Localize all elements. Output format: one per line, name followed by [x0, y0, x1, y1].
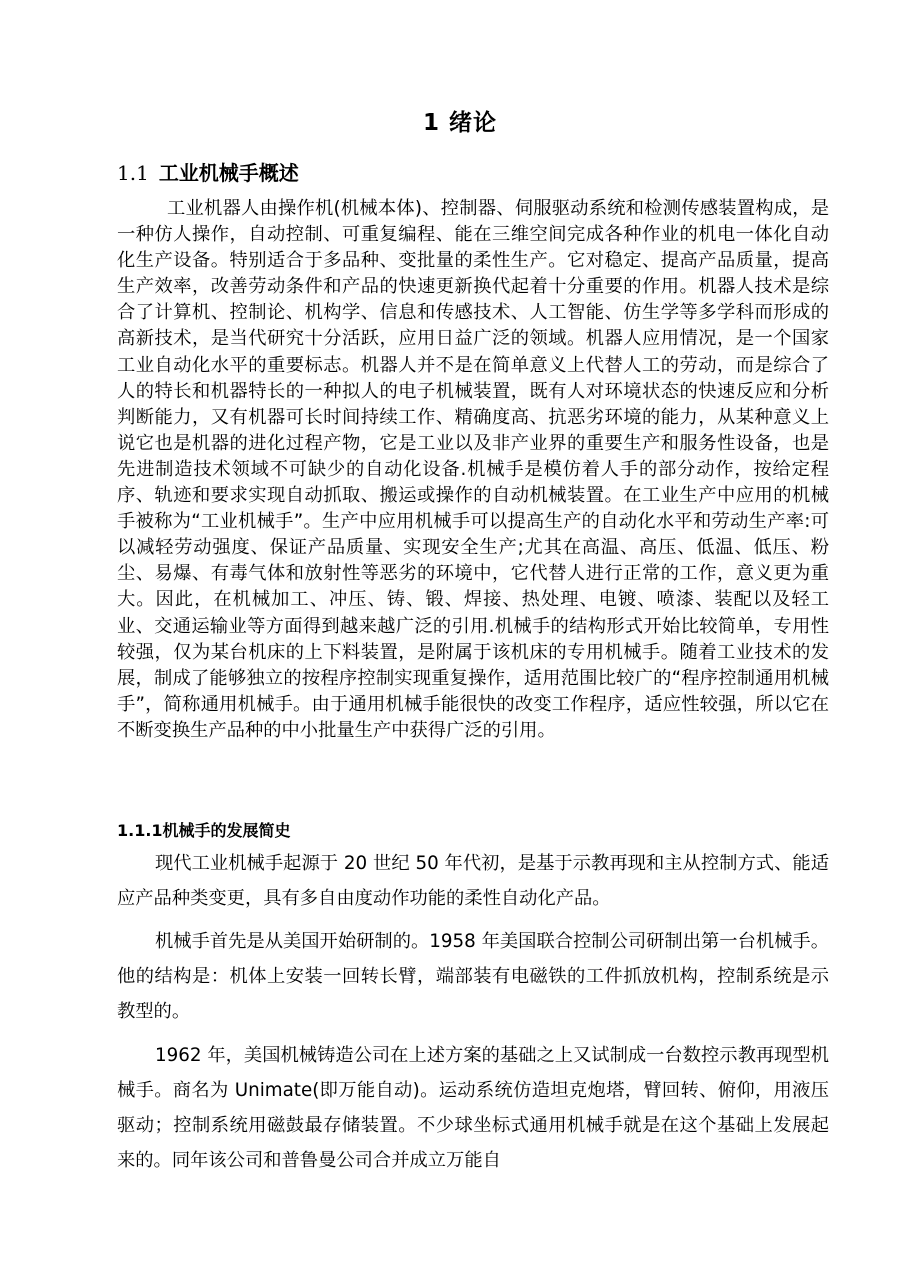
section-title: 工业机械手概述 [158, 161, 299, 185]
subsection-title: 1.1.1机械手的发展简史 [117, 821, 291, 840]
section-heading [117, 157, 299, 186]
paragraph-first-robot: 机械手首先是从美国开始研制的。1958 年美国联合控制公司研制出第一台机械手。他的结构是：机体上安装一回转长臂，端部装有电磁铁的工件抓放机构，控制系统是示教型的。 [117, 931, 829, 1022]
paragraph-unimate: 1962 年，美国机械铸造公司在上述方案的基础之上又试制成一台数控示教再现型机械手。商名为 Unimate(即万能自动)。运动系统仿造坦克炮塔，臂回转、俯仰，用液压驱动；控制系统用磁鼓最存储装置。不少球坐标式通用机械手就是在这个基础上发展起来的。同年该公司和普鲁曼公司合并成立万能自 [117, 1045, 829, 1171]
section-number: 1.1 [117, 161, 149, 185]
section-body-paragraph: 工业机器人由操作机(机械本体)、控制器、伺服驱动系统和检测传感装置构成，是一种仿人操作，自动控制、可重复编程、能在三维空间完成各种作业的机电一体化自动化生产设备。特别适合于多品种、变批量的柔性生产。它对稳定、提高产品质量，提高生产效率，改善劳动条件和产品的快速更新换代起着十分重要的作用。机器人技术是综合了计算机、控制论、机构学、信息和传感技术、人工智能、仿生学等多学科而形成的高新技术，是当代研究十分活跃，应用日益广泛的领域。机器人应用情况，是一个国家工业自动化水平的重要标志。机器人并不是在简单意义上代替人工的劳动，而是综合了人的特长和机器特长的一种拟人的电子机械装置，既有人对环境状态的快速反应和分析判断能力，又有机器可长时间持续工作、精确度高、抗恶劣环境的能力，从某种意义上说它也是机器的进化过程产物，它是工业以及非产业界的重要生产和服务性设备，也是先进制造技术领域不可缺少的自动化设备.机械手是模仿着人手的部分动作，按给定程序、轨迹和要求实现自动抓取、搬运或操作的自动机械装置。在工业生产中应用的机械手被称为“工业机械手”。生产中应用机械手可以提高生产的自动化水平和劳动生产率:可以减轻劳动强度、保证产品质量、实现安全生产;尤其在高温、高压、低温、低压、粉尘、易爆、有毒气体和放射性等恶劣的环境中，它代替人进行正常的工作，意义更为重大。因此，在机械加工、冲压、铸、锻、焊接、热处理、电镀、喷漆、装配以及轻工业、交通运输业等方面得到越来越广泛的引用.机械手的结构形式开始比较简单，专用性较强，仅为某台机床的上下料装置，是附属于该机床的专用机械手。随着工业技术的发展，制成了能够独立的按程序控制实现重复操作，适用范围比较广的“程序控制通用机械手”，简称通用机械手。由于通用机械手能很快的改变工作程序，适应性较强，所以它在不断变换生产品种的中小批量生产中获得广泛的引用。 [117, 198, 829, 741]
chapter-title: 1 绪论 [422, 110, 497, 136]
paragraph-origin: 现代工业机械手起源于 20 世纪 50 年代初，是基于示教再现和主从控制方式、能适应产品种类变更，具有多自由度动作功能的柔性自动化产品。 [117, 853, 829, 909]
